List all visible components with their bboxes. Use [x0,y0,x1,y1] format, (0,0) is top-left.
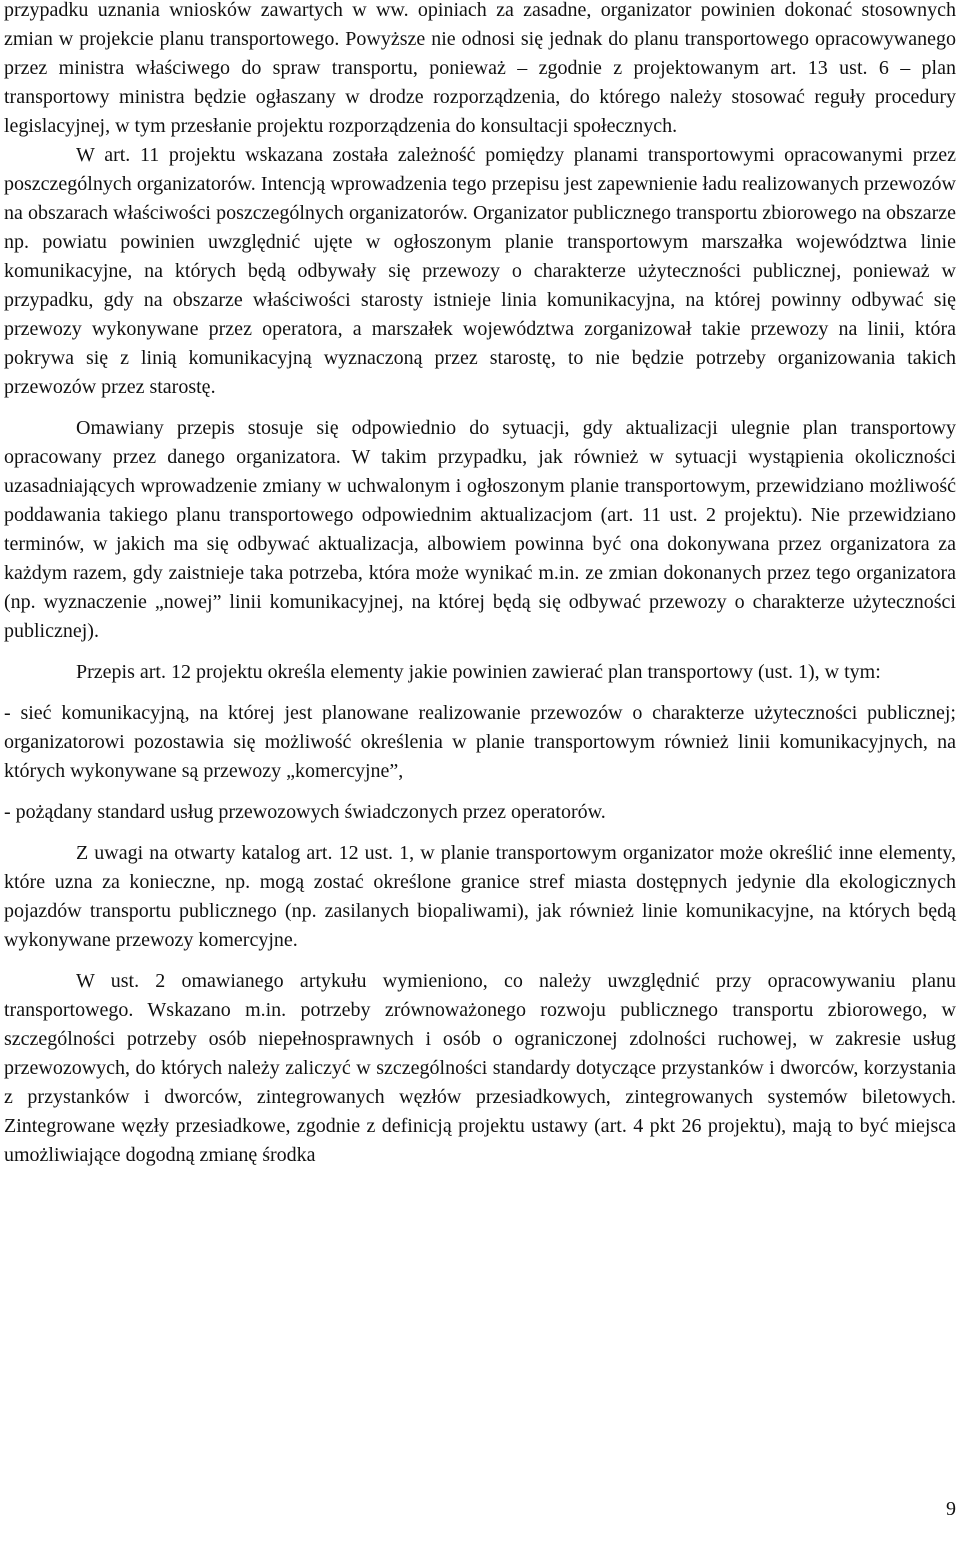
paragraph-3: Omawiany przepis stosuje się odpowiednio do sytuacji, gdy aktualizacji ulegnie plan transportowy opracowany przez danego organizatora. W takim przypadku, jak również w sytuacji wystąpienia okoliczności uzasadniających wprowadzenie zmiany w uchwalonym i ogłoszonym planie transportowym, przewidziano możliwość poddawania takiego planu transportowego odpowiednim aktualizacjom (art. 11 ust. 2 projektu). Nie przewidziano terminów, w jakich ma się odbywać aktualizacja, albowiem powinna być ona dokonywana przez organizatora za każdym razem, gdy zaistnieje taka potrzeba, która może wynikać m.in. ze zmian dokonanych przez tego organizatora (np. wyznaczenie „nowej” linii komunikacyjnej, na której będą się odbywać przewozy o charakterze użyteczności publicznej). [4,417,956,642]
paragraph-4: Przepis art. 12 projektu określa elementy jakie powinien zawierać plan transportowy (ust. 1), w tym: [76,661,881,683]
paragraph-1: przypadku uznania wniosków zawartych w ww. opiniach za zasadne, organizator powinien dokonać stosownych zmian w projekcie planu transportowego. Powyższe nie odnosi się jednak do planu transportowego opracowywanego przez ministra właściwego do spraw transportu, ponieważ – zgodnie z projektowanym art. 13 ust. 6 – plan transportowy ministra będzie ogłaszany w drodze rozporządzenia, do którego należy stosować reguły procedury legislacyjnej, w tym przesłanie projektu rozporządzenia do konsultacji społecznych. [4,0,956,137]
list-item-1: - sieć komunikacyjną, na której jest planowane realizowanie przewozów o charakterze użyteczności publicznej; organizatorowi pozostawia się możliwość określenia w planie transportowym również linii komunikacyjnych, na których wykonywane są przewozy „komercyjne”, [4,702,956,782]
body-text [4,0,956,1170]
paragraph-5: Z uwagi na otwarty katalog art. 12 ust. 1, w planie transportowym organizator może określić inne elementy, które uzna za konieczne, np. mogą zostać określone granice stref miasta dostępnych jedynie dla ekologicznych pojazdów transportu publicznego (np. zasilanych biopaliwami), jak również linie komunikacyjne, na których będą wykonywane przewozy komercyjne. [4,842,956,951]
paragraph-6: W ust. 2 omawianego artykułu wymieniono, co należy uwzględnić przy opracowywaniu planu transportowego. Wskazano m.in. potrzeby zrównoważonego rozwoju publicznego transportu zbiorowego, w szczególności potrzeby osób niepełnosprawnych i osób o ograniczonej zdolności ruchowej, w zakresie usług przewozowych, do których należy zaliczyć w szczególności standardy dotyczące przystanków i dworców, korzystania z przystanków i dworców, zintegrowanych węzłów przesiadkowych, zintegrowanych systemów biletowych. Zintegrowane węzły przesiadkowe, zgodnie z definicją projektu ustawy (art. 4 pkt 26 projektu), mają to być miejsca umożliwiające dogodną zmianę środka [4,970,956,1166]
paragraph-2: W art. 11 projektu wskazana została zależność pomiędzy planami transportowymi opracowanymi przez poszczególnych organizatorów. Intencją wprowadzenia tego przepisu jest zapewnienie ładu realizowanych przewozów na obszarach właściwości poszczególnych organizatorów. Organizator publicznego transportu zbiorowego na obszarze np. powiatu powinien uwzględnić ujęte w ogłoszonym planie transportowym marszałka województwa linie komunikacyjne, na których będą odbywały się przewozy o charakterze użyteczności publicznej, ponieważ w przypadku, gdy na obszarze właściwości starosty istnieje linia komunikacyjna, na której powinny odbywać się przewozy wykonywane przez operatora, a marszałek województwa zorganizował takie przewozy na linii, która pokrywa się z linią komunikacyjną wyznaczoną przez starostę, to nie będzie potrzeby organizowania takich przewozów przez starostę. [4,144,956,398]
page-number: 9 [946,1498,956,1520]
list-item-2: - pożądany standard usług przewozowych świadczonych przez operatorów. [4,801,606,823]
